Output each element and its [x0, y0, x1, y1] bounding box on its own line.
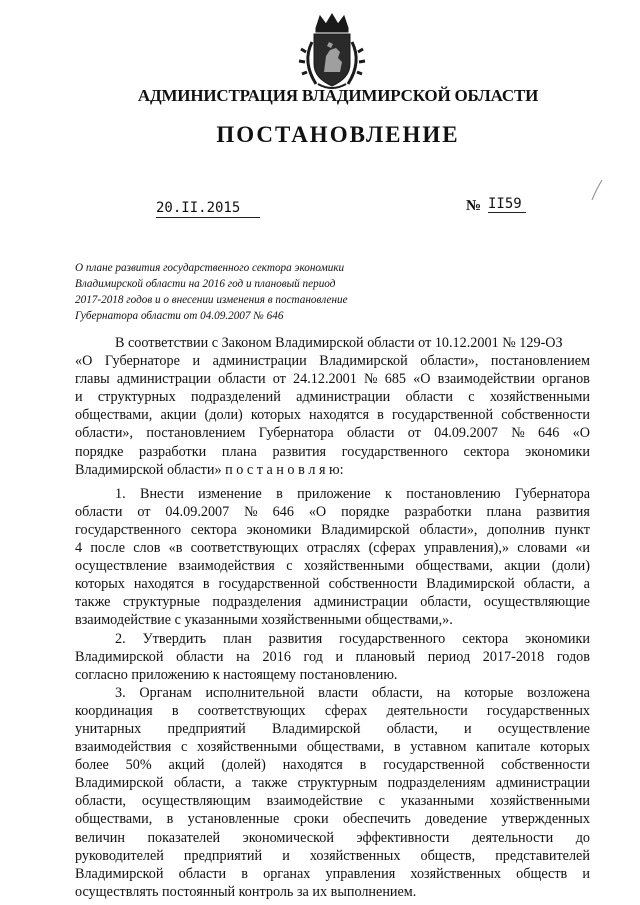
word: капитале [476, 739, 531, 756]
word: подразделениям [387, 775, 486, 792]
word: области», [75, 425, 134, 442]
word: сектора [462, 630, 509, 647]
text-line [75, 738, 590, 756]
text-line [75, 334, 590, 352]
word: области», [419, 521, 478, 538]
text-line [75, 630, 590, 648]
word: «О [572, 425, 590, 442]
word: Владимирской [75, 865, 164, 882]
word: 4 [75, 540, 83, 557]
word: предприятий [167, 720, 246, 737]
word: области [176, 648, 224, 665]
word: экономической [242, 829, 334, 846]
word: управления [325, 865, 396, 882]
word: государственного [75, 521, 182, 538]
word: план [223, 630, 252, 647]
word: хозяйственными [304, 558, 405, 575]
word: 685 [384, 371, 406, 388]
text-line [75, 702, 590, 720]
word: годов [556, 648, 590, 665]
word: № [511, 425, 525, 442]
text-line [75, 883, 590, 901]
word: разработки [139, 443, 207, 460]
word: главы [75, 371, 110, 388]
word: разработки [404, 503, 472, 520]
word: в [166, 811, 174, 828]
item-3-paragraph [75, 684, 590, 901]
word: в [359, 757, 367, 774]
word: (доли) [551, 558, 590, 575]
word: в [171, 702, 179, 719]
word: с [468, 389, 475, 406]
word: доведение [425, 811, 488, 828]
word: осуществлять постоянный контроль за их выполнением. [75, 883, 417, 900]
word: управления),» [423, 540, 510, 557]
word: области [405, 389, 453, 406]
word: 2. [115, 630, 126, 647]
word: экономики [525, 443, 590, 460]
text-line [75, 792, 590, 810]
word: величин [75, 829, 125, 846]
word: акции [160, 407, 197, 424]
text-line [75, 774, 590, 792]
word: хозяйственными [489, 793, 590, 810]
word: обществ [516, 865, 568, 882]
text-line [75, 666, 590, 684]
word: показателей [147, 829, 221, 846]
text-line [75, 370, 590, 388]
word: от [272, 371, 286, 388]
word: на [436, 684, 451, 701]
word: которых [540, 739, 590, 756]
word: и [335, 648, 344, 665]
word: области, [75, 793, 126, 810]
item-2-paragraph [75, 630, 590, 684]
word: а [235, 775, 242, 792]
text-line [75, 485, 590, 503]
text-line [75, 865, 590, 883]
word: обществ, [420, 847, 476, 864]
word: после [90, 540, 126, 557]
word: год [303, 648, 323, 665]
text-line [75, 847, 590, 865]
word: до [575, 829, 590, 846]
word: (доли) [204, 407, 243, 424]
word: с [181, 739, 188, 756]
word: 24.12.2001 [293, 371, 357, 388]
text-line [75, 406, 590, 424]
word: № [364, 371, 378, 388]
subject-line: О плане развития государственного сектора экономики [75, 262, 345, 274]
word: взаимодействии [437, 371, 536, 388]
word: осуществление [75, 558, 168, 575]
text-line [75, 810, 590, 828]
word: государственной [218, 576, 320, 593]
word: слов [133, 540, 161, 557]
word: унитарных [75, 720, 142, 737]
word: № [244, 503, 258, 520]
word: «и [575, 540, 590, 557]
word: (долей) [221, 757, 266, 774]
text-line [75, 521, 590, 539]
word: от [407, 425, 421, 442]
word: экономики [525, 630, 590, 647]
word: органах [263, 865, 311, 882]
text-line [75, 352, 590, 370]
subject-line: Губернатора области от 04.09.2007 № 646 [75, 310, 284, 322]
word: в [276, 485, 283, 502]
word: Владимирской [319, 353, 408, 370]
word: Владимирской [272, 720, 361, 737]
preamble-paragraph [75, 334, 590, 479]
word: уставном [410, 739, 467, 756]
word: в [241, 865, 248, 882]
word: в [377, 407, 384, 424]
word: «О [413, 371, 431, 388]
word: порядке [341, 503, 390, 520]
word: дополнив [487, 521, 545, 538]
text-line [75, 503, 590, 521]
word: государственных [486, 702, 590, 719]
word: «в [168, 540, 183, 557]
word: обществами, [306, 739, 385, 756]
word: собственности [501, 757, 590, 774]
word: структурные [122, 594, 200, 611]
word: представителей [495, 847, 590, 864]
word: изменение [198, 485, 262, 502]
word: и [582, 865, 590, 882]
word: Утвердить [142, 630, 207, 647]
word: государственного [341, 443, 448, 460]
word: В соответствии с Законом Владимирской области от 10.12.2001 № 129-ОЗ [115, 335, 563, 351]
text-line [75, 593, 590, 611]
word: 04.09.2007 [165, 503, 230, 520]
word: указанными [400, 793, 474, 810]
word: приложение [297, 485, 371, 502]
word: Губернатора [258, 425, 334, 442]
word: на [236, 648, 250, 665]
word: к [385, 485, 392, 502]
word: постановлением [490, 353, 590, 370]
word: обществами, [415, 558, 493, 575]
word: администрации [212, 353, 307, 370]
word: находятся [282, 757, 343, 774]
word: хозяйственными [489, 389, 590, 406]
word: которых [75, 576, 125, 593]
word: подразделений [190, 389, 281, 406]
word: пункт [554, 521, 590, 538]
word: области, [523, 576, 575, 593]
word: предприятий [183, 847, 263, 864]
word: которых [250, 407, 301, 424]
coat-of-arms-icon [296, 12, 368, 92]
word: хозяйственных [410, 865, 501, 882]
word: утвержденных [501, 811, 590, 828]
text-line [75, 611, 590, 629]
word: области [346, 425, 395, 442]
word: взаимодействия [75, 739, 172, 756]
word: эффективности [356, 829, 450, 846]
word: с [286, 558, 293, 575]
word: государственной [383, 757, 485, 774]
word: области, [371, 684, 423, 701]
document-subject [75, 260, 405, 324]
word: соответствующих [190, 540, 299, 557]
word: области [75, 503, 123, 520]
word: Внести [139, 485, 184, 502]
word: отраслях [306, 540, 361, 557]
word: руководителей [75, 847, 164, 864]
word: администрации [313, 594, 408, 611]
text-line [75, 648, 590, 666]
word: структурных [97, 389, 176, 406]
text-line [75, 443, 590, 461]
word: осуществление [497, 720, 590, 737]
word: 2017-2018 [482, 648, 545, 665]
word: словами [517, 540, 568, 557]
organization-name: АДМИНИСТРАЦИЯ ВЛАДИМИРСКОЙ ОБЛАСТИ [137, 86, 539, 105]
word: и [75, 389, 83, 406]
word: сектора [463, 443, 510, 460]
word: сектора [190, 521, 237, 538]
word: с [378, 793, 385, 810]
word: власти [318, 684, 359, 701]
word: обеспечить [342, 811, 411, 828]
word: в [202, 576, 210, 593]
word: плана [486, 503, 522, 520]
word: «О [75, 353, 93, 370]
word: подразделения [212, 594, 302, 611]
word: собственности [328, 576, 418, 593]
text-line [75, 461, 590, 479]
word: взаимодействия [178, 558, 275, 575]
text-line [75, 388, 590, 406]
document-number-label: № [466, 198, 482, 214]
word: плановый [355, 648, 416, 665]
word: развития [268, 630, 323, 647]
word: исполнительной [205, 684, 305, 701]
word: Владимирской области» п о с т а н о в л я ю: [75, 461, 344, 478]
word: развития [272, 443, 327, 460]
word: более [75, 757, 109, 774]
word: (сферах [368, 540, 416, 557]
word: координация [75, 702, 153, 719]
word: области [178, 865, 227, 882]
word: администрации [116, 371, 211, 388]
word: в [393, 739, 401, 756]
word: 646 [538, 425, 560, 442]
word: Владимирской [75, 775, 164, 792]
text-line [75, 756, 590, 774]
word: акций [168, 757, 205, 774]
word: Владимирской [321, 521, 410, 538]
word: взаимодействие с указанными хозяйственными обществами,». [75, 612, 453, 629]
word: осуществляющим [141, 793, 251, 810]
word: администрации [495, 775, 590, 792]
text-line [75, 539, 590, 557]
document-body [75, 334, 590, 901]
word: обществами, [75, 407, 153, 424]
word: также [75, 594, 111, 611]
word: области, [386, 720, 438, 737]
word: развития [536, 503, 590, 520]
word: плана [221, 443, 257, 460]
word: взаимодействие [266, 793, 363, 810]
word: и [282, 847, 290, 864]
word: деятельности [386, 702, 468, 719]
word: сферах [324, 702, 368, 719]
text-line [75, 575, 590, 593]
word: «О [308, 503, 327, 520]
text-line [75, 424, 590, 442]
text-line [75, 557, 590, 575]
document-date: 20.II.2015 [156, 200, 260, 218]
word: 04.09.2007 [434, 425, 498, 442]
word: 1. [115, 485, 126, 502]
word: 50% [125, 757, 152, 774]
text-line [75, 829, 590, 847]
word: структурным [297, 775, 378, 792]
margin-mark-icon [588, 178, 608, 202]
word: государственного [339, 630, 446, 647]
word: деятельности [471, 829, 554, 846]
word: 3. [115, 684, 126, 701]
word: собственности [501, 407, 590, 424]
word: которые [464, 684, 514, 701]
word: порядке [75, 443, 124, 460]
word: и [464, 720, 472, 737]
word: акции [504, 558, 541, 575]
word: Губернатора [514, 485, 590, 502]
text-line [75, 720, 590, 738]
word: соответствующих [197, 702, 306, 719]
word: экономики [246, 521, 312, 538]
word: осуществляющие [483, 594, 590, 611]
word: возложена [527, 684, 590, 701]
item-1-paragraph [75, 485, 590, 630]
word: согласно приложению к настоящему постановлению. [75, 666, 398, 683]
word: хозяйственными [197, 739, 298, 756]
word: постановлению [406, 485, 501, 502]
word: а [583, 576, 590, 593]
word: области», [420, 353, 479, 370]
word: администрации [296, 389, 391, 406]
word: период [427, 648, 471, 665]
word: 646 [272, 503, 294, 520]
word: находятся [308, 407, 370, 424]
text-line [75, 684, 590, 702]
word: Губернаторе [104, 353, 180, 370]
word: государственной [391, 407, 494, 424]
word: Органам [139, 684, 192, 701]
word: 2016 [262, 648, 291, 665]
word: сроки [293, 811, 329, 828]
subject-line: Владимирской области на 2016 год и плановый период [75, 278, 336, 290]
word: также [251, 775, 288, 792]
word: обществами, [75, 811, 153, 828]
word: постановлением [146, 425, 246, 442]
word: области, [173, 775, 225, 792]
word: находятся [133, 576, 194, 593]
word: хозяйственных [309, 847, 401, 864]
word: от [137, 503, 151, 520]
word: области, [420, 594, 472, 611]
document-type-title: ПОСТАНОВЛЕНИЕ [216, 122, 460, 147]
document-number: II59 [488, 196, 526, 213]
word: и [192, 353, 201, 370]
word: области [218, 371, 266, 388]
word: установленные [187, 811, 280, 828]
word: Владимирской [75, 648, 164, 665]
subject-line: 2017-2018 годов и о внесении изменения в постановление [75, 294, 348, 306]
word: Владимирской [426, 576, 515, 593]
word: органов [542, 371, 590, 388]
